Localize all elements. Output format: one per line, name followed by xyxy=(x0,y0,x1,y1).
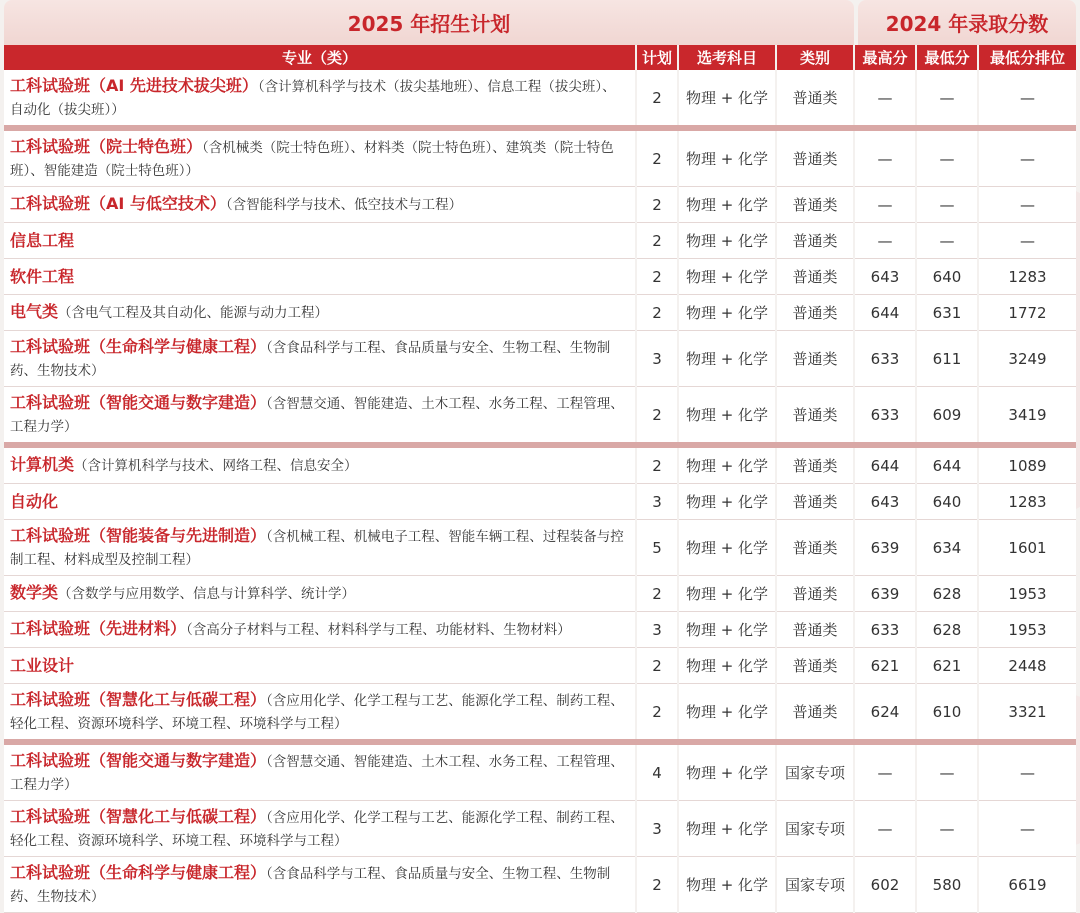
major-cell xyxy=(4,387,636,446)
min-score-rank: 3419 xyxy=(978,387,1076,446)
min-score: 640 xyxy=(916,259,978,295)
major-name: 工科试验班（智慧化工与低碳工程） xyxy=(10,689,267,709)
major-name: 自动化 xyxy=(10,491,59,511)
major-cell xyxy=(4,259,636,295)
plan-count: 3 xyxy=(636,331,678,387)
major-cell xyxy=(4,576,636,612)
major-cell xyxy=(4,187,636,223)
major-name: 工科试验班（AI 与低空技术） xyxy=(10,194,226,213)
major-cell xyxy=(4,857,636,913)
required-subjects: 物理 + 化学 xyxy=(678,387,776,446)
table-row xyxy=(4,259,1076,295)
major-name: 工科试验班（院士特色班） xyxy=(10,136,203,156)
header-major: 专业（类） xyxy=(4,45,636,70)
table-row xyxy=(4,576,1076,612)
max-score: — xyxy=(854,187,916,223)
admission-category: 普通类 xyxy=(776,295,854,331)
major-description: （含机械工程、机械电子工程、智能车辆工程、过程装备与控制工程、材料成型及控制工程） xyxy=(10,528,624,568)
header-max-score: 最高分 xyxy=(854,45,916,70)
max-score: 633 xyxy=(854,387,916,446)
required-subjects: 物理 + 化学 xyxy=(678,223,776,259)
major-name: 工业设计 xyxy=(10,655,75,675)
plan-count: 2 xyxy=(636,70,678,128)
min-score-rank: 3249 xyxy=(978,331,1076,387)
major-name: 信息工程 xyxy=(10,230,75,250)
min-score-rank: 1089 xyxy=(978,445,1076,484)
required-subjects: 物理 + 化学 xyxy=(678,128,776,187)
major-description: （含计算机科学与技术（拔尖基地班）、信息工程（拔尖班）、自动化（拔尖班）） xyxy=(10,78,616,118)
header-min-rank: 最低分排位 xyxy=(978,45,1076,70)
admission-category: 普通类 xyxy=(776,187,854,223)
required-subjects: 物理 + 化学 xyxy=(678,520,776,576)
required-subjects: 物理 + 化学 xyxy=(678,187,776,223)
plan-count: 2 xyxy=(636,223,678,259)
table-row xyxy=(4,684,1076,743)
header-subjects: 选考科目 xyxy=(678,45,776,70)
plan-count: 3 xyxy=(636,484,678,520)
min-score: 621 xyxy=(916,648,978,684)
plan-count: 2 xyxy=(636,128,678,187)
table-row xyxy=(4,445,1076,484)
required-subjects: 物理 + 化学 xyxy=(678,742,776,801)
major-name: 数学类 xyxy=(10,583,59,602)
major-description: （含机械类（院士特色班）、材料类（院士特色班）、建筑类（院士特色班）、智能建造（院士特色班）） xyxy=(10,139,614,179)
table-header-row xyxy=(4,45,1076,70)
major-description: （含数学与应用数学、信息与计算科学、统计学） xyxy=(58,586,356,602)
min-score: — xyxy=(916,223,978,259)
plan-count: 2 xyxy=(636,648,678,684)
header-min-score: 最低分 xyxy=(916,45,978,70)
max-score: 639 xyxy=(854,576,916,612)
min-score-rank: 2448 xyxy=(978,648,1076,684)
admission-category: 普通类 xyxy=(776,576,854,612)
major-description: （含应用化学、化学工程与工艺、能源化学工程、制药工程、轻化工程、资源环境科学、环境工程、环境科学与工程） xyxy=(10,809,624,849)
min-score: — xyxy=(916,801,978,857)
min-score: 644 xyxy=(916,445,978,484)
table-row xyxy=(4,612,1076,648)
required-subjects: 物理 + 化学 xyxy=(678,576,776,612)
major-name: 工科试验班（智慧化工与低碳工程） xyxy=(10,806,267,826)
min-score-rank: — xyxy=(978,801,1076,857)
major-cell xyxy=(4,331,636,387)
max-score: — xyxy=(854,128,916,187)
major-description: （含智能科学与技术、低空技术与工程） xyxy=(225,197,463,213)
table-row xyxy=(4,857,1076,913)
min-score-rank: 3321 xyxy=(978,684,1076,743)
plan-count: 2 xyxy=(636,295,678,331)
min-score: 634 xyxy=(916,520,978,576)
admission-category: 普通类 xyxy=(776,223,854,259)
major-description: （含智慧交通、智能建造、土木工程、水务工程、工程管理、工程力学） xyxy=(10,395,624,435)
max-score: 643 xyxy=(854,484,916,520)
required-subjects: 物理 + 化学 xyxy=(678,70,776,128)
admission-category: 国家专项 xyxy=(776,857,854,913)
admission-category: 国家专项 xyxy=(776,801,854,857)
admission-category: 普通类 xyxy=(776,70,854,128)
plan-count: 3 xyxy=(636,612,678,648)
plan-banner: 2025 年招生计划 xyxy=(4,0,854,45)
admission-category: 普通类 xyxy=(776,445,854,484)
major-name: 工科试验班（智能交通与数字建造） xyxy=(10,392,267,412)
min-score: 609 xyxy=(916,387,978,446)
min-score: 610 xyxy=(916,684,978,743)
required-subjects: 物理 + 化学 xyxy=(678,484,776,520)
scores-banner: 2024 年录取分数 xyxy=(858,0,1076,45)
table-row xyxy=(4,223,1076,259)
admission-table xyxy=(4,45,1076,913)
plan-count: 2 xyxy=(636,576,678,612)
major-cell xyxy=(4,70,636,128)
major-cell xyxy=(4,520,636,576)
min-score: 611 xyxy=(916,331,978,387)
min-score-rank: 6619 xyxy=(978,857,1076,913)
table-row xyxy=(4,801,1076,857)
major-description: （含应用化学、化学工程与工艺、能源化学工程、制药工程、轻化工程、资源环境科学、环境工程、环境科学与工程） xyxy=(10,692,624,732)
plan-count: 4 xyxy=(636,742,678,801)
major-name: 计算机类 xyxy=(10,455,75,474)
max-score: — xyxy=(854,742,916,801)
plan-count: 3 xyxy=(636,801,678,857)
table-row xyxy=(4,331,1076,387)
min-score-rank: — xyxy=(978,223,1076,259)
admission-category: 普通类 xyxy=(776,520,854,576)
min-score: 640 xyxy=(916,484,978,520)
plan-count: 2 xyxy=(636,387,678,446)
max-score: — xyxy=(854,223,916,259)
min-score: 628 xyxy=(916,576,978,612)
max-score: 643 xyxy=(854,259,916,295)
major-cell xyxy=(4,445,636,484)
plan-count: 2 xyxy=(636,445,678,484)
table-row xyxy=(4,187,1076,223)
min-score-rank: — xyxy=(978,128,1076,187)
required-subjects: 物理 + 化学 xyxy=(678,684,776,743)
major-description: （含计算机科学与技术、网络工程、信息安全） xyxy=(74,458,358,474)
max-score: — xyxy=(854,70,916,128)
table-row xyxy=(4,387,1076,446)
header-category: 类别 xyxy=(776,45,854,70)
plan-count: 2 xyxy=(636,187,678,223)
major-cell xyxy=(4,684,636,743)
min-score-rank: 1953 xyxy=(978,576,1076,612)
major-name: 工科试验班（先进材料） xyxy=(10,619,187,638)
min-score-rank: — xyxy=(978,187,1076,223)
required-subjects: 物理 + 化学 xyxy=(678,295,776,331)
max-score: 639 xyxy=(854,520,916,576)
header-plan: 计划 xyxy=(636,45,678,70)
min-score-rank: 1283 xyxy=(978,484,1076,520)
major-description: （含食品科学与工程、食品质量与安全、生物工程、生物制药、生物技术） xyxy=(10,865,611,905)
major-cell xyxy=(4,742,636,801)
admission-category: 普通类 xyxy=(776,484,854,520)
table-row xyxy=(4,648,1076,684)
min-score-rank: 1953 xyxy=(978,612,1076,648)
max-score: 633 xyxy=(854,612,916,648)
major-cell xyxy=(4,484,636,520)
min-score: — xyxy=(916,187,978,223)
min-score: — xyxy=(916,128,978,187)
table-row xyxy=(4,295,1076,331)
admission-category: 普通类 xyxy=(776,387,854,446)
admission-category: 普通类 xyxy=(776,128,854,187)
max-score: — xyxy=(854,801,916,857)
admission-category: 普通类 xyxy=(776,612,854,648)
major-cell xyxy=(4,295,636,331)
admission-category: 普通类 xyxy=(776,648,854,684)
max-score: 633 xyxy=(854,331,916,387)
major-description: （含电气工程及其自动化、能源与动力工程） xyxy=(58,305,329,321)
major-cell xyxy=(4,128,636,187)
admission-category: 普通类 xyxy=(776,331,854,387)
major-name: 工科试验班（智能交通与数字建造） xyxy=(10,750,267,770)
major-name: 工科试验班（生命科学与健康工程） xyxy=(10,862,267,882)
table-row xyxy=(4,128,1076,187)
table-row xyxy=(4,520,1076,576)
min-score-rank: 1601 xyxy=(978,520,1076,576)
major-description: （含食品科学与工程、食品质量与安全、生物工程、生物制药、生物技术） xyxy=(10,339,611,379)
major-description: （含高分子材料与工程、材料科学与工程、功能材料、生物材料） xyxy=(186,622,571,638)
major-name: 软件工程 xyxy=(10,266,75,286)
plan-count: 2 xyxy=(636,684,678,743)
required-subjects: 物理 + 化学 xyxy=(678,648,776,684)
required-subjects: 物理 + 化学 xyxy=(678,801,776,857)
major-cell xyxy=(4,801,636,857)
admission-category: 国家专项 xyxy=(776,742,854,801)
major-cell xyxy=(4,223,636,259)
table-row xyxy=(4,484,1076,520)
required-subjects: 物理 + 化学 xyxy=(678,612,776,648)
min-score-rank: 1283 xyxy=(978,259,1076,295)
major-name: 工科试验班（智能装备与先进制造） xyxy=(10,525,267,545)
min-score-rank: 1772 xyxy=(978,295,1076,331)
max-score: 644 xyxy=(854,295,916,331)
max-score: 621 xyxy=(854,648,916,684)
min-score: 628 xyxy=(916,612,978,648)
plan-count: 2 xyxy=(636,857,678,913)
required-subjects: 物理 + 化学 xyxy=(678,331,776,387)
table-row xyxy=(4,742,1076,801)
major-name: 电气类 xyxy=(10,302,59,321)
required-subjects: 物理 + 化学 xyxy=(678,445,776,484)
major-name: 工科试验班（AI 先进技术拔尖班） xyxy=(10,75,258,95)
required-subjects: 物理 + 化学 xyxy=(678,259,776,295)
min-score: 631 xyxy=(916,295,978,331)
min-score: 580 xyxy=(916,857,978,913)
min-score: — xyxy=(916,70,978,128)
min-score-rank: — xyxy=(978,742,1076,801)
required-subjects: 物理 + 化学 xyxy=(678,857,776,913)
plan-count: 2 xyxy=(636,259,678,295)
major-name: 工科试验班（生命科学与健康工程） xyxy=(10,336,267,356)
plan-count: 5 xyxy=(636,520,678,576)
max-score: 602 xyxy=(854,857,916,913)
admission-category: 普通类 xyxy=(776,259,854,295)
min-score-rank: — xyxy=(978,70,1076,128)
min-score: — xyxy=(916,742,978,801)
major-description: （含智慧交通、智能建造、土木工程、水务工程、工程管理、工程力学） xyxy=(10,753,624,793)
table-row xyxy=(4,70,1076,128)
major-cell xyxy=(4,648,636,684)
admission-category: 普通类 xyxy=(776,684,854,743)
max-score: 624 xyxy=(854,684,916,743)
max-score: 644 xyxy=(854,445,916,484)
major-cell xyxy=(4,612,636,648)
